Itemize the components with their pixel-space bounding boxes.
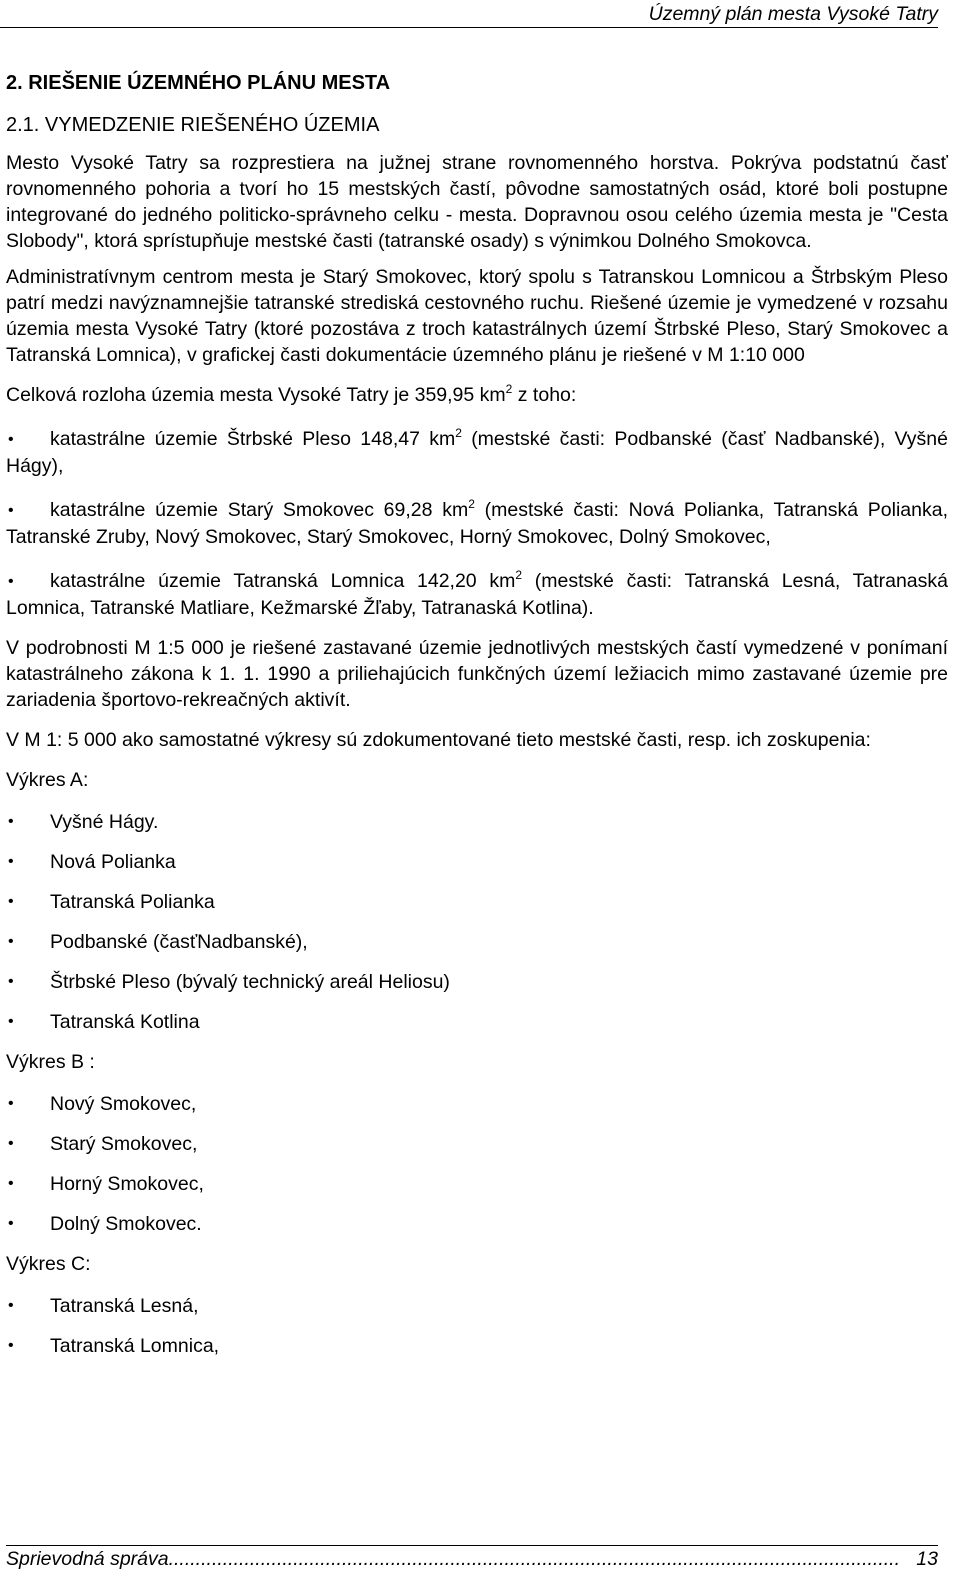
bullet-icon: • xyxy=(8,431,14,448)
subsection-heading: 2.1. VYMEDZENIE RIEŠENÉHO ÚZEMIA xyxy=(6,114,380,136)
list-item: • Podbanské (časťNadbanské), xyxy=(8,931,308,953)
paragraph-area: Celková rozloha územia mesta Vysoké Tatry je 359,95 $km^2$ z toho: xyxy=(6,382,577,406)
bullet-icon: • xyxy=(8,933,14,950)
list-item: • Tatranská Kotlina xyxy=(8,1011,200,1033)
list-item: • Vyšné Hágy. xyxy=(8,811,159,833)
list-item: • Dolný Smokovec. xyxy=(8,1213,202,1235)
bullet-icon: • xyxy=(8,1215,14,1232)
vykres-a-list xyxy=(6,809,948,1037)
document-title: Územný plán mesta Vysoké Tatry xyxy=(648,3,938,25)
list-item: • Tatranská Lomnica, xyxy=(8,1335,220,1357)
paragraph-intro: Mesto Vysoké Tatry sa rozprestiera na južnej strane rovnomenného horstva. Pokrýva podstatnú časť rovnomenného pohoria a tvorí ho 15 mestských častí, pôvodne samostatných osád, ktoré boli postupne integrované do jedného politicko-správneho celku - mesta. Dopravnou osou celého územia mesta je "Cesta Slobody", ktorá sprístupňuje mestské časti (tatranské osady) s výnimkou Dolného Smokovca. xyxy=(6,152,948,252)
list-item: • Horný Smokovec, xyxy=(8,1173,204,1195)
page-number: 13 xyxy=(916,1548,938,1570)
cadastral-item: • katastrálne územie Štrbské Pleso 148,47 $km^2$ (mestské časti: Podbanské (časť Nadbanské), Vyšné Hágy), xyxy=(6,426,948,477)
bullet-icon: • xyxy=(8,502,14,519)
cadastral-item: • katastrálne územie Starý Smokovec 69,28 $km^2$ (mestské časti: Nová Polianka, Tatranská Polianka, Tatranské Zruby, Nový Smokovec, Starý Smokovec, Horný Smokovec, Dolný Smokovec, xyxy=(6,497,948,548)
list-item: • Nová Polianka xyxy=(8,851,176,873)
vykres-a-label: Výkres A: xyxy=(6,769,89,791)
bullet-icon: • xyxy=(8,1095,14,1112)
bullet-icon: • xyxy=(8,1337,14,1354)
list-item: • Štrbské Pleso (bývalý technický areál Heliosu) xyxy=(8,971,450,993)
bullet-icon: • xyxy=(8,853,14,870)
bullet-icon: • xyxy=(8,1135,14,1152)
bullet-icon: • xyxy=(8,1013,14,1030)
cadastral-list xyxy=(6,426,948,621)
footer-label: Sprievodná správa....................................................................................................................................... xyxy=(6,1548,900,1570)
vykres-c-label: Výkres C: xyxy=(6,1253,91,1275)
list-item: • Starý Smokovec, xyxy=(8,1133,198,1155)
paragraph-detail: V podrobnosti M 1:5 000 je riešené zastavané územie jednotlivých mestských častí vymedzené v ponímaní katastrálneho zákona k 1. 1. 1990 a priliehajúcich funkčných území ležiacich mimo zastavané územie pre zariadenia športovo-rekreačných aktivít. xyxy=(6,637,948,711)
bullet-icon: • xyxy=(8,573,14,590)
bullet-icon: • xyxy=(8,1175,14,1192)
bullet-icon: • xyxy=(8,1297,14,1314)
vykres-b-label: Výkres B : xyxy=(6,1051,95,1073)
paragraph-admin: Administratívnym centrom mesta je Starý Smokovec, ktorý spolu s Tatranskou Lomnicou a Štrbským Pleso patrí medzi navýznamnejšie tatranské strediská cestovného ruchu. Riešené územie je vymedzené v rozsahu územia mesta Vysoké Tatry (ktoré pozostáva z troch katastrálnych území Štrbské Pleso, Starý Smokovec a Tatranská Lomnica), v grafickej časti dokumentácie územného plánu je riešené v M 1:10 000 xyxy=(6,266,948,366)
paragraph-drawings: V M 1: 5 000 ako samostatné výkresy sú zdokumentované tieto mestské časti, resp. ich zoskupenia: xyxy=(6,729,871,751)
list-item: • Tatranská Polianka xyxy=(8,891,215,913)
bullet-icon: • xyxy=(8,973,14,990)
vykres-c-list xyxy=(6,1293,948,1373)
bullet-icon: • xyxy=(8,813,14,830)
bullet-icon: • xyxy=(8,893,14,910)
list-item: • Nový Smokovec, xyxy=(8,1093,197,1115)
list-item: • Tatranská Lesná, xyxy=(8,1295,199,1317)
page-header xyxy=(0,0,938,28)
page-content xyxy=(6,70,948,1373)
page-footer xyxy=(6,1545,938,1579)
cadastral-item: • katastrálne územie Tatranská Lomnica 142,20 $km^2$ (mestské časti: Tatranská Lesná, Tatranaská Lomnica, Tatranské Matliare, Kežmarské Žľaby, Tatranaská Kotlina). xyxy=(6,568,948,619)
vykres-b-list xyxy=(6,1091,948,1239)
section-heading: 2. RIEŠENIE ÚZEMNÉHO PLÁNU MESTA xyxy=(6,72,391,94)
